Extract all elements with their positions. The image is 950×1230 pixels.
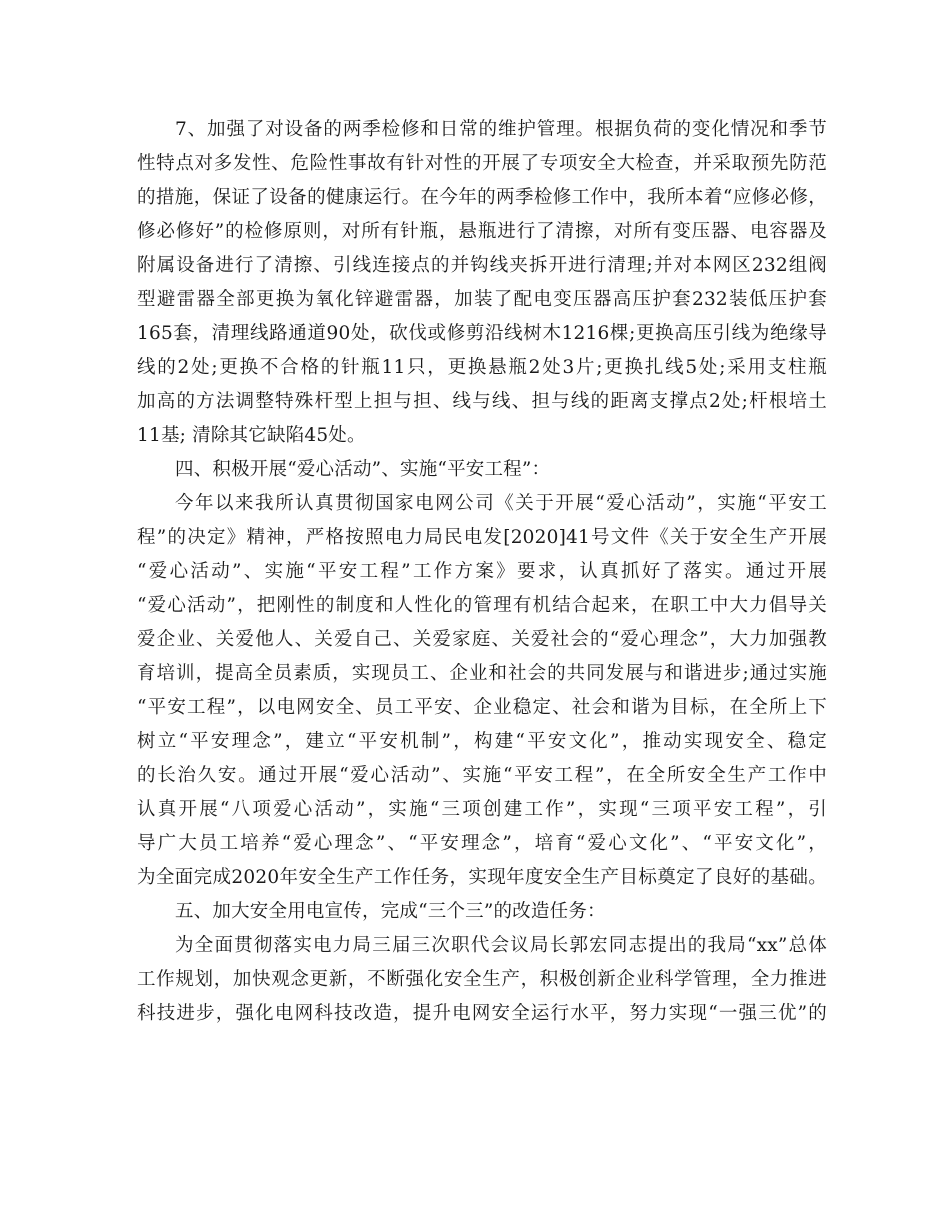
paragraph-line: 认真开展“八项爱心活动”，实施“三项创建工作”，实现“三项平安工程”，引	[137, 799, 827, 820]
paragraph-line: 的长治久安。通过开展“爱心活动”、实施“平安工程”，在全所安全生产工作中	[137, 765, 827, 786]
paragraph-line: 育培训，提高全员素质，实现员工、企业和社会的共同发展与和谐进步;通过实施	[137, 663, 827, 684]
paragraph-line: 7、加强了对设备的两季检修和日常的维护管理。根据负荷的变化情况和季节	[175, 119, 827, 140]
paragraph-line: 为全面完成2020年安全生产工作任务，实现年度安全生产目标奠定了良好的基础。	[137, 867, 827, 888]
paragraph-line: 科技进步，强化电网科技改造，提升电网安全运行水平，努力实现“一强三优”的	[137, 1003, 827, 1024]
section-heading: 五、加大安全用电宣传，完成“三个三”的改造任务：	[175, 901, 606, 922]
paragraph-line: 导广大员工培养“爱心理念”、“平安理念”，培育“爱心文化”、“平安文化”，	[137, 833, 827, 854]
paragraph-line: 为全面贯彻落实电力局三届三次职代会议局长郭宏同志提出的我局“xx”总体	[175, 935, 827, 956]
section-heading: 四、积极开展“爱心活动”、实施“平安工程”：	[175, 459, 551, 480]
paragraph-line: “爱心活动”、实施“平安工程”工作方案》要求，认真抓好了落实。通过开展	[137, 561, 827, 582]
paragraph-line: 型避雷器全部更换为氧化锌避雷器，加装了配电变压器高压护套232装低压护套	[137, 289, 827, 310]
paragraph-line: 爱企业、关爱他人、关爱自己、关爱家庭、关爱社会的“爱心理念”，大力加强教	[137, 629, 827, 650]
paragraph-line: 工作规划，加快观念更新，不断强化安全生产，积极创新企业科学管理，全力推进	[137, 969, 827, 990]
paragraph-line: “爱心活动”，把刚性的制度和人性化的管理有机结合起来，在职工中大力倡导关	[137, 595, 827, 616]
paragraph-line: 树立“平安理念”，建立“平安机制”，构建“平安文化”，推动实现安全、稳定	[137, 731, 827, 752]
paragraph-line: 的措施，保证了设备的健康运行。在今年的两季检修工作中，我所本着“应修必修，	[137, 187, 827, 208]
paragraph-line: 今年以来我所认真贯彻国家电网公司《关于开展“爱心活动”，实施“平安工	[175, 493, 827, 514]
paragraph-line: “平安工程”，以电网安全、员工平安、企业稳定、社会和谐为目标，在全所上下	[137, 697, 827, 718]
paragraph-line: 性特点对多发性、危险性事故有针对性的开展了专项安全大检查，并采取预先防范	[137, 153, 827, 174]
paragraph-line: 附属设备进行了清擦、引线连接点的并钩线夹拆开进行清理;并对本网区232组阀	[137, 255, 827, 276]
paragraph-line: 线的2处;更换不合格的针瓶11只，更换悬瓶2处3片;更换扎线5处;采用支柱瓶	[137, 357, 827, 378]
paragraph-line: 11基; 清除其它缺陷45处。	[137, 425, 366, 446]
paragraph-line: 165套，清理线路通道90处，砍伐或修剪沿线树木1216棵;更换高压引线为绝缘导	[137, 323, 827, 344]
paragraph-line: 修必修好”的检修原则，对所有针瓶，悬瓶进行了清擦，对所有变压器、电容器及	[137, 221, 827, 242]
paragraph-line: 加高的方法调整特殊杆型上担与担、线与线、担与线的距离支撑点2处;杆根培土	[137, 391, 827, 412]
paragraph-line: 程”的决定》精神，严格按照电力局民电发[2020]41号文件《关于安全生产开展	[137, 527, 827, 548]
